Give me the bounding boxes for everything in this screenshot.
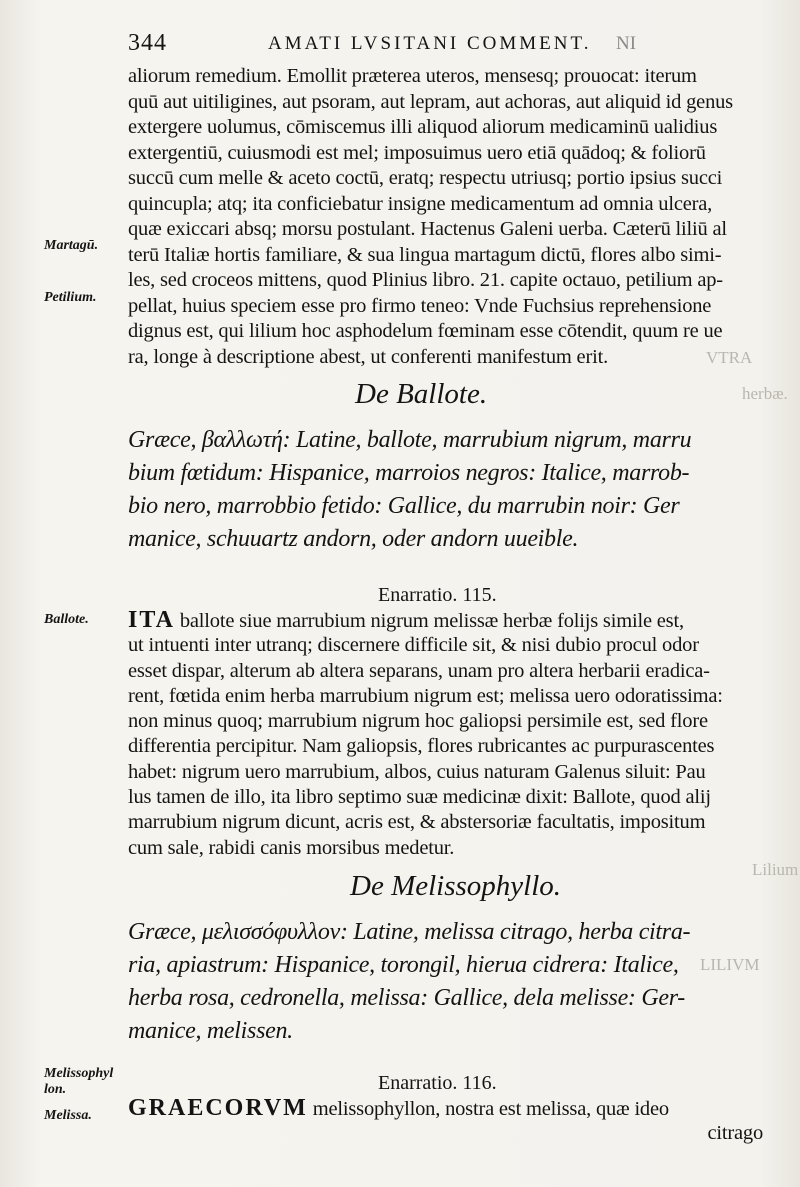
text-line: manice, schuuartz andorn, oder andorn uueible.: [128, 526, 579, 552]
bleed-through-text: Lilium: [752, 860, 799, 879]
section-heading-ballote: De Ballote.: [355, 378, 488, 410]
section-heading-melissophyllo: De Melissophyllo.: [350, 870, 562, 902]
text-line-content: melissophyllon, nostra est melissa, quæ ideo: [312, 1098, 669, 1120]
text-line: marrubium nigrum dicunt, acris est, & abstersoriæ facultatis, impositum: [128, 811, 706, 834]
text-line: herba rosa, cedronella, melissa: Gallice, dela melisse: Ger-: [128, 985, 685, 1011]
melissophyllo-names-block: [128, 916, 783, 1048]
bleed-through-text: VTRA: [706, 348, 753, 367]
text-line: [128, 608, 783, 633]
text-line: aliorum remedium. Emollit præterea uteros, mensesq; prouocat: iterum: [128, 65, 697, 87]
margin-note-petilium: Petilium.: [44, 290, 97, 305]
text-line: lus tamen de illo, ita libro septimo suæ medicinæ dixit: Ballote, quod alij: [128, 786, 711, 809]
text-line: bium fœtidum: Hispanice, marroios negros: Italice, marrob-: [128, 460, 690, 486]
text-line: esset dispar, alterum ab altera separans, unam pro altera herbarii eradica-: [128, 659, 710, 682]
text-line: manice, melissen.: [128, 1018, 293, 1044]
catchword: citrago: [707, 1122, 763, 1145]
text-line: extergentiū, cuiusmodi est mel; imposuimus uero etiā quādoq; & foliorū: [128, 141, 706, 164]
drop-cap: GRAECORVM: [128, 1095, 308, 1121]
text-line: [128, 1096, 783, 1121]
text-line: pellat, huius speciem esse pro firmo teneo: Vnde Fuchsius reprehensione: [128, 294, 712, 317]
text-line: terū Italiæ hortis familiare, & sua lingua martagum dictū, flores albo simi-: [128, 243, 722, 266]
text-line: Græce, μελισσόφυλλον: Latine, melissa citrago, herba citra-: [128, 919, 691, 945]
text-line: bio nero, marrobbio fetido: Gallice, du marrubin noir: Ger: [128, 493, 680, 519]
margin-note-ballote: Ballote.: [44, 612, 89, 627]
text-line-content: ballote siue marrubium nigrum melissæ herbæ folijs simile est,: [179, 610, 684, 632]
ballote-names-block: [128, 424, 783, 556]
margin-note-melissophyllon: Melissophyl lon.: [44, 1066, 114, 1097]
ballote-commentary: [128, 608, 783, 861]
text-line: differentia percipitur. Nam galiopsis, flores rubricantes ac purpurascentes: [128, 735, 715, 758]
text-line: Græce, βαλλωτή: Latine, ballote, marrubium nigrum, marru: [128, 427, 692, 453]
stray-mark: NI: [616, 33, 637, 54]
enarratio-115: Enarratio. 115.: [378, 584, 497, 606]
page-number: 344: [128, 30, 167, 56]
text-line: habet: nigrum uero marrubium, albos, cuius naturam Galenus siluit: Pau: [128, 760, 706, 783]
running-header: [128, 30, 768, 60]
margin-note-melissa: Melissa.: [44, 1108, 92, 1123]
text-line: quæ exiccari absq; morsu postulant. Hactenus Galeni uerba. Cæterū liliū al: [128, 218, 727, 240]
text-line: dignus est, qui lilium hoc asphodelum fœminam esse cōtendit, quum re ue: [128, 320, 723, 342]
margin-note-martagon: Martagū.: [44, 238, 99, 253]
text-line: cum sale, rabidi canis morsibus medetur.: [128, 836, 455, 859]
text-line: ut intuenti inter utranq; discernere difficile sit, & nisi dubio procul odor: [128, 634, 699, 657]
text-line: non minus quoq; marrubium nigrum hoc galiopsi persimile est, sed flore: [128, 710, 708, 733]
text-line: quincupla; atq; ita conficiebatur insigne medicamentum ad omnia ulcera,: [128, 192, 713, 215]
text-line: les, sed croceos mittens, quod Plinius libro. 21. capite octauo, petilium ap-: [128, 269, 723, 291]
text-line: ra, longe à descriptione abest, ut conferenti manifestum erit.: [128, 345, 608, 368]
text-line: succū cum melle & aceto coctū, eratq; respectu utriusq; portio ipsius succi: [128, 167, 723, 189]
text-line: extergere uolumus, cōmiscemus illi aliquod aliorum medicaminū ualidius: [128, 116, 718, 138]
enarratio-116: Enarratio. 116.: [378, 1072, 497, 1094]
text-line: quū aut uitiligines, aut psoram, aut lepram, aut achoras, aut aliquid id genus: [128, 90, 733, 113]
bleed-through-text: herbæ.: [742, 384, 788, 403]
text-line: ria, apiastrum: Hispanice, torongil, hierua cidrera: Italice,: [128, 952, 679, 978]
drop-cap: ITA: [128, 607, 175, 633]
continuation-paragraph: [128, 64, 783, 370]
text-line: rent, fœtida enim herba marrubium nigrum est; melissa uero odoratissima:: [128, 684, 723, 707]
bleed-through-text: LILIVM: [700, 955, 760, 974]
melissophyllo-commentary: [128, 1096, 783, 1147]
running-head-title: AMATI LVSITANI COMMENT.: [268, 33, 592, 54]
